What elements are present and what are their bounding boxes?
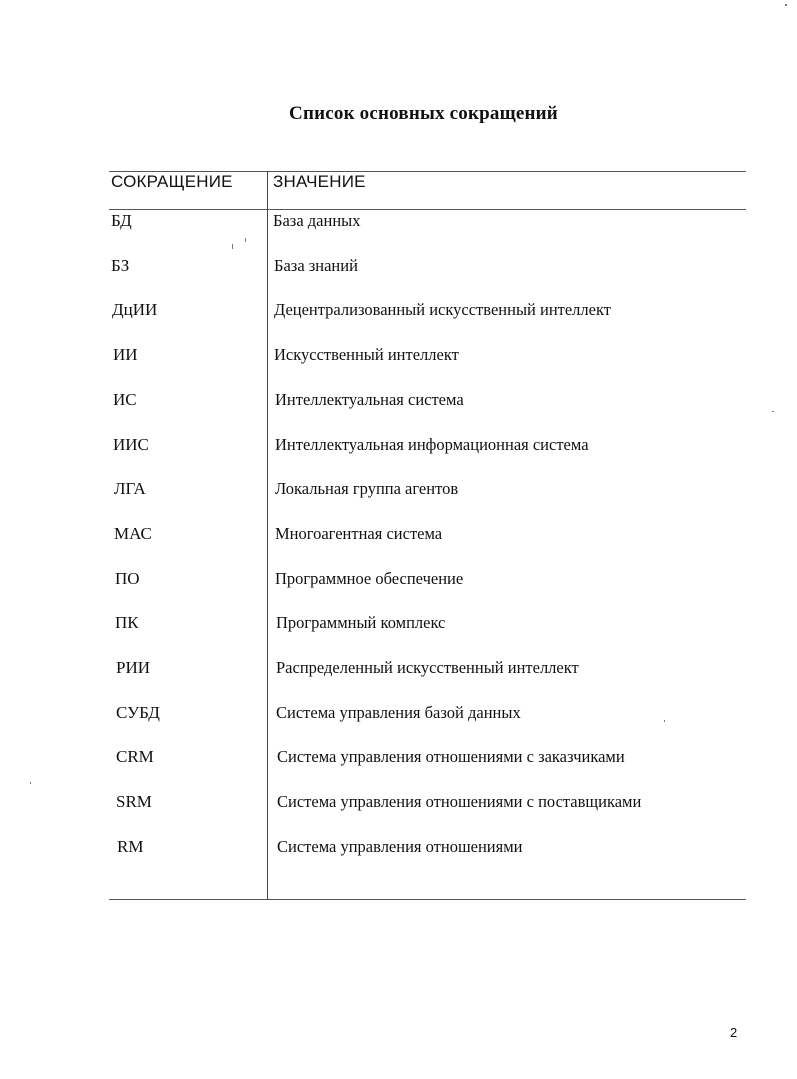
row-meaning: Интеллектуальная система [275,390,464,409]
row-abbreviation: БЗ [111,256,130,275]
header-meaning: ЗНАЧЕНИЕ [273,172,366,191]
header-abbreviation: СОКРАЩЕНИЕ [111,172,233,191]
scan-speck [245,238,246,242]
row-abbreviation: ПО [115,569,140,588]
scan-speck [772,411,774,412]
row-abbreviation: ПК [115,613,139,632]
table-bottom-border [109,899,746,900]
row-abbreviation: МАС [114,524,152,543]
row-abbreviation: ИИС [113,435,149,454]
row-abbreviation: СУБД [116,703,160,722]
page-title: Список основных сокращений [289,103,558,124]
row-meaning: Многоагентная система [275,524,443,543]
row-abbreviation: RM [117,837,144,856]
row-abbreviation: ИС [113,390,137,409]
row-meaning: Программный комплекс [276,613,446,632]
row-abbreviation: SRM [116,792,152,811]
row-meaning: Искусственный интеллект [274,345,459,364]
row-meaning: Система управления отношениями с поставщиками [277,792,642,811]
row-meaning: Распределенный искусственный интеллект [276,658,579,677]
row-abbreviation: РИИ [116,658,151,677]
row-meaning: Децентрализованный искусственный интеллект [274,300,611,319]
scan-speck [664,720,665,722]
row-meaning: Система управления отношениями [277,837,523,856]
row-abbreviation: ИИ [113,345,138,364]
row-meaning: Программное обеспечение [275,569,464,588]
row-abbreviation: ЛГА [114,479,146,498]
row-meaning: Интеллектуальная информационная система [275,435,589,454]
row-abbreviation: CRM [116,747,154,766]
table-header-divider [109,209,746,210]
scan-speck [785,4,787,6]
row-abbreviation: БД [111,211,132,230]
table-column-divider [267,171,268,900]
row-meaning: Система управления отношениями с заказчиками [277,747,625,766]
page-number: 2 [730,1025,738,1040]
row-meaning: Локальная группа агентов [275,479,459,498]
scan-speck [30,782,31,784]
row-abbreviation: ДцИИ [112,300,158,319]
row-meaning: Система управления базой данных [276,703,521,722]
row-meaning: База знаний [274,256,358,275]
row-meaning: База данных [273,211,361,230]
scan-speck [232,244,233,249]
